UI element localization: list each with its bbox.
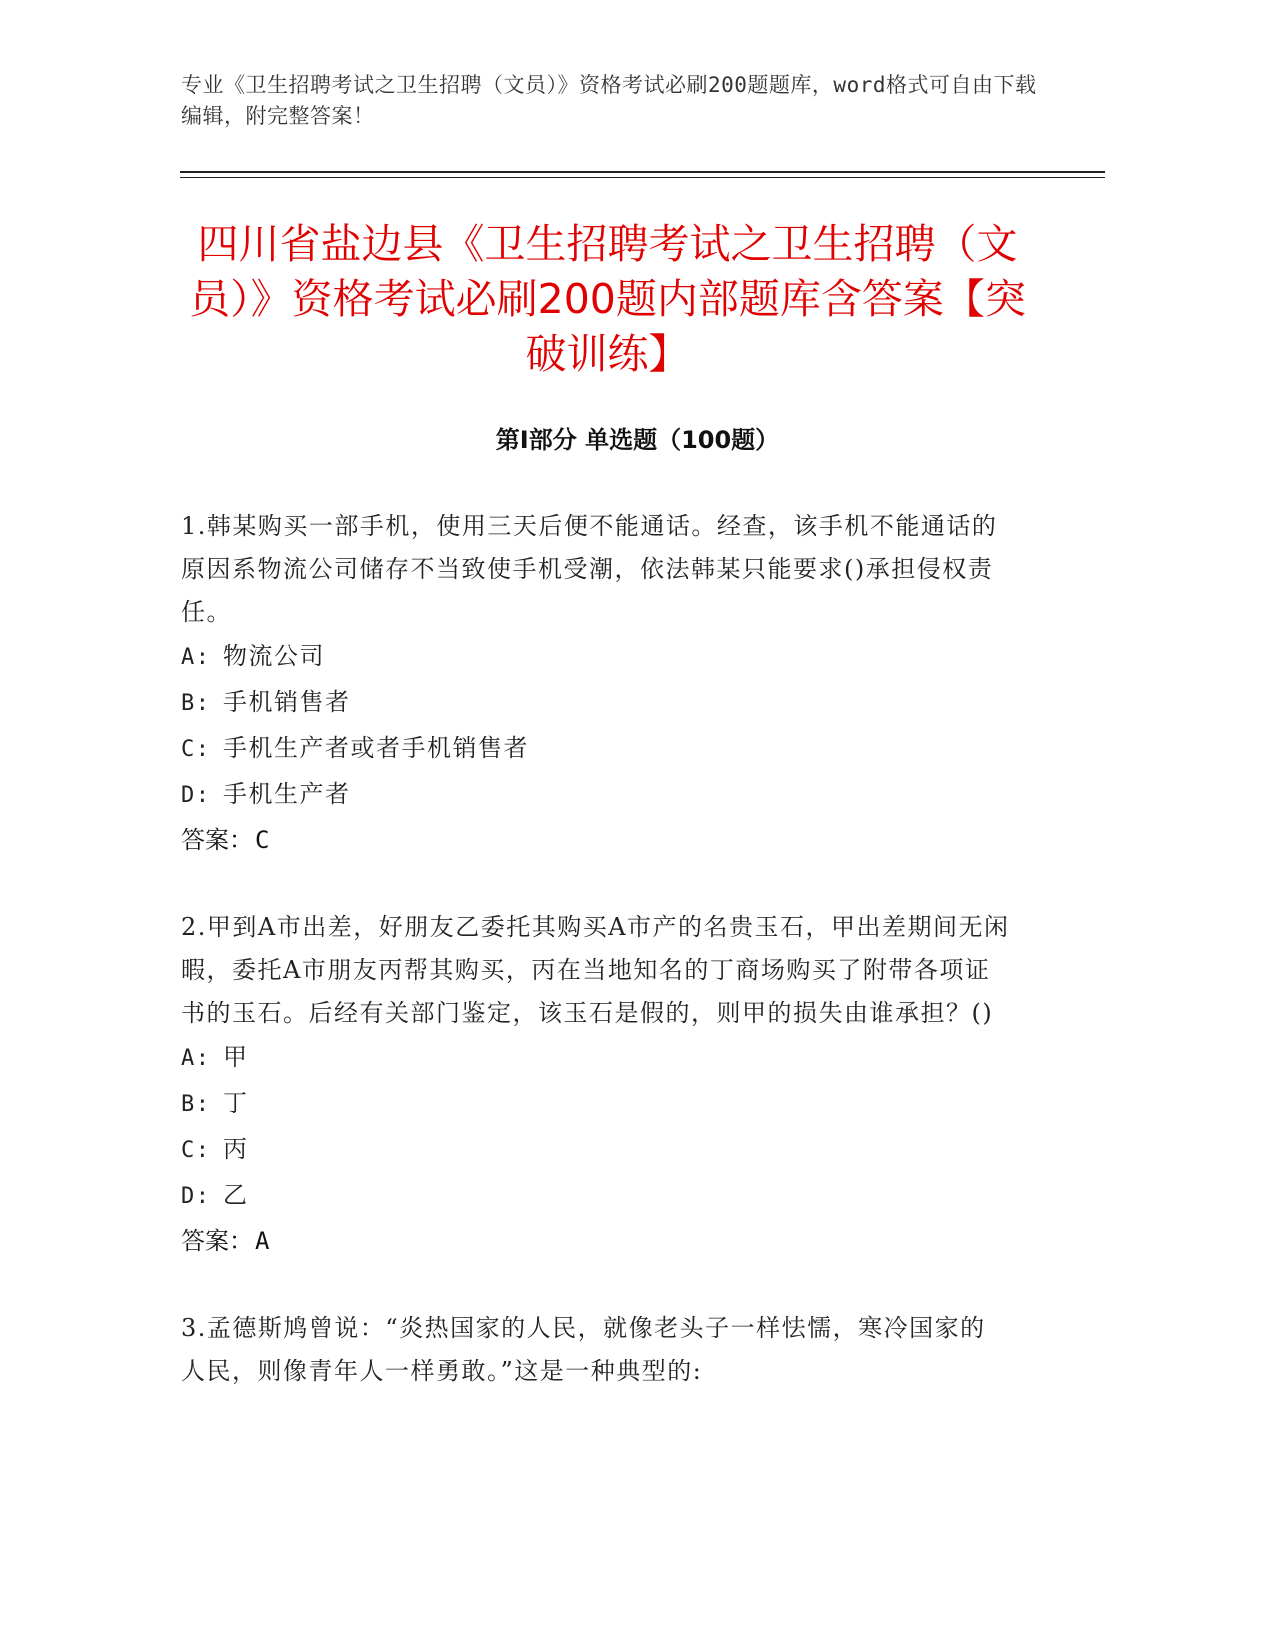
option-key: D: — [181, 1184, 211, 1209]
header-divider-thick — [180, 171, 1105, 173]
option-text: 乙 — [223, 1181, 249, 1209]
option-a — [181, 1035, 1011, 1081]
question-1 — [181, 505, 1011, 862]
option-d — [181, 772, 1011, 818]
document-title: 四川省盐边县《卫生招聘考试之卫生招聘（文员）》资格考试必刷200题内部题库含答案【突破训练】 — [189, 220, 1026, 378]
section-title: 第Ⅰ部分 单选题（100题） — [495, 426, 780, 454]
answer-line — [181, 818, 1011, 862]
option-key: C: — [181, 737, 211, 762]
question-stem: 1.韩某购买一部手机，使用三天后便不能通话。经查，该手机不能通话的原因系物流公司储存不当致使手机受潮，依法韩某只能要求()承担侵权责任。 — [181, 512, 998, 626]
option-key: A: — [181, 645, 211, 670]
option-key: B: — [181, 1092, 211, 1117]
option-d — [181, 1173, 1011, 1219]
answer-label: 答案： — [181, 826, 253, 854]
question-2 — [181, 906, 1011, 1263]
question-stem: 3.孟德斯鸠曾说：“炎热国家的人民，就像老头子一样怯懦，寒冷国家的人民，则像青年人一样勇敢。”这是一种典型的: — [181, 1314, 986, 1385]
option-text: 甲 — [223, 1043, 249, 1071]
question-3 — [181, 1307, 1011, 1393]
option-key: C: — [181, 1138, 211, 1163]
option-a — [181, 634, 1011, 680]
option-c — [181, 726, 1011, 772]
answer-label: 答案： — [181, 1227, 253, 1255]
option-c — [181, 1127, 1011, 1173]
option-key: B: — [181, 691, 211, 716]
question-list — [181, 505, 1011, 1437]
option-text: 手机生产者或者手机销售者 — [223, 734, 529, 762]
option-key: D: — [181, 783, 211, 808]
option-text: 丙 — [223, 1135, 249, 1163]
option-text: 物流公司 — [223, 642, 325, 670]
answer-value: A — [255, 1227, 270, 1255]
option-list — [181, 1035, 1011, 1219]
header-divider-thin — [180, 177, 1105, 178]
option-list — [181, 634, 1011, 818]
option-b — [181, 680, 1011, 726]
header-note: 专业《卫生招聘考试之卫生招聘（文员）》资格考试必刷200题题库，word格式可自由下载编辑，附完整答案！ — [181, 73, 1037, 128]
answer-value: C — [255, 826, 270, 854]
answer-line — [181, 1219, 1011, 1263]
option-b — [181, 1081, 1011, 1127]
question-stem: 2.甲到A市出差，好朋友乙委托其购买A市产的名贵玉石，甲出差期间无闲暇，委托A市朋友丙帮其购买，丙在当地知名的丁商场购买了附带各项证书的玉石。后经有关部门鉴定，该玉石是假的，则甲的损失由谁承担？() — [181, 913, 1010, 1027]
option-text: 手机销售者 — [223, 688, 351, 716]
option-text: 手机生产者 — [223, 780, 351, 808]
option-text: 丁 — [223, 1089, 249, 1117]
option-key: A: — [181, 1046, 211, 1071]
